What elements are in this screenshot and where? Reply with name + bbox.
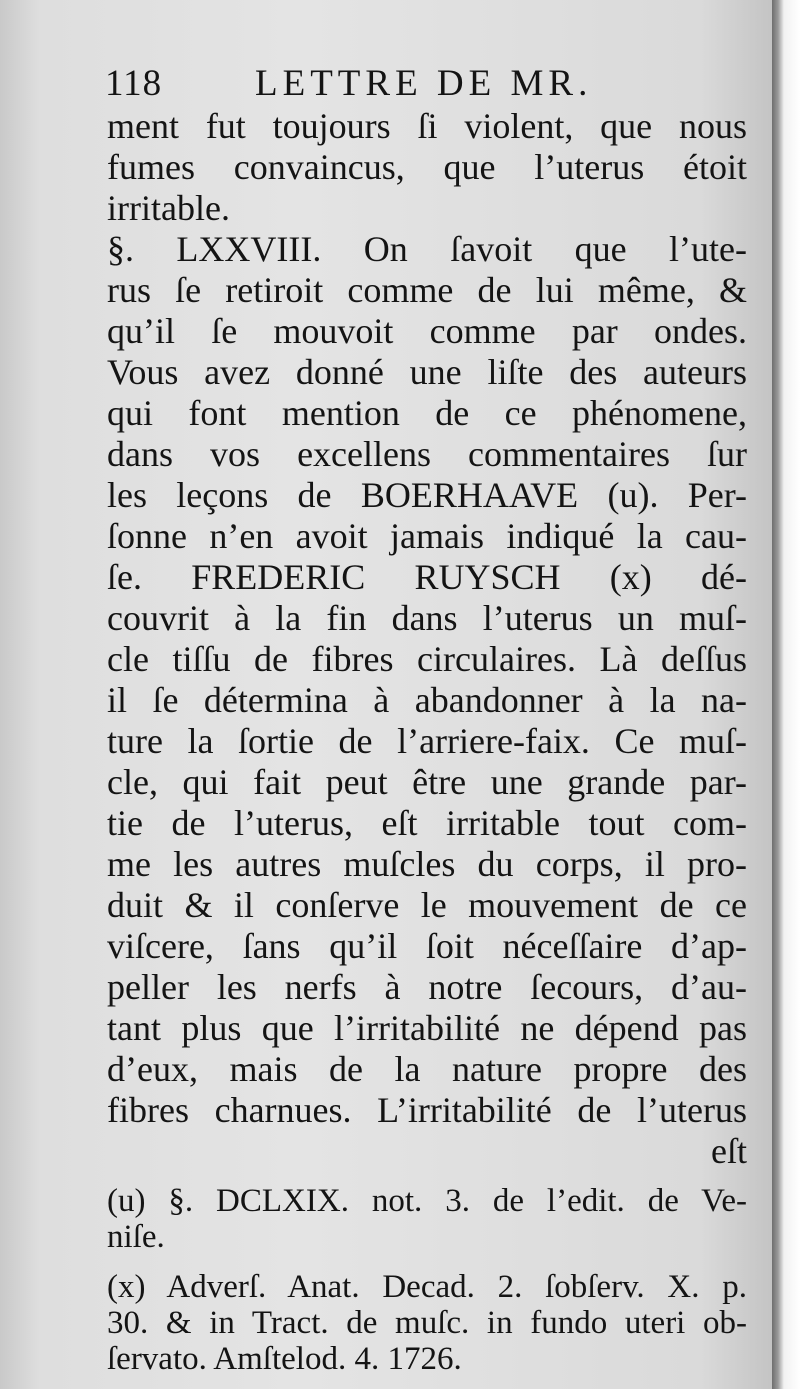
- text-line: peller les nerfs à notre ſecours, d’au-: [107, 967, 747, 1007]
- text-line: ſonne n’en avoit jamais indiqué la cau-: [107, 516, 747, 556]
- text-line: tie de l’uterus, eſt irritable tout com-: [107, 803, 747, 843]
- text-line: §. LXXVIII. On ſavoit que l’ute-: [107, 229, 747, 269]
- footnote-line: ſervato. Amſtelod. 4. 1726.: [107, 1341, 462, 1377]
- footnote-line: (x) Adverſ. Anat. Decad. 2. ſobſerv. X. p.: [107, 1269, 747, 1305]
- page-header: [105, 62, 745, 106]
- page-number: 118: [105, 63, 163, 104]
- text-line: me les autres muſcles du corps, il pro-: [107, 844, 747, 884]
- text-line: qu’il ſe mouvoit comme par ondes.: [107, 311, 747, 351]
- text-line: cle tiſſu de fibres circulaires. Là deſſus: [107, 639, 747, 679]
- page-edge: [772, 0, 800, 1389]
- footnotes: [107, 1183, 747, 1377]
- text-line: viſcere, ſans qu’il ſoit néceſſaire d’ap-: [107, 926, 747, 966]
- text-line: couvrit à la fin dans l’uterus un muſ-: [107, 598, 747, 638]
- text-line: irritable.: [107, 188, 230, 228]
- text-line: fibres charnues. L’irritabilité de l’uterus: [107, 1090, 747, 1130]
- text-line: ture la ſortie de l’arriere-faix. Ce muſ-: [107, 721, 747, 761]
- catchword: eſt: [711, 1131, 747, 1171]
- footnote-line: niſe.: [107, 1219, 165, 1255]
- footnote-line: (u) §. DCLXIX. not. 3. de l’edit. de Ve-: [107, 1183, 747, 1219]
- text-line: cle, qui fait peut être une grande par-: [107, 762, 747, 802]
- text-line: les leçons de BOERHAAVE (u). Per-: [107, 475, 747, 515]
- text-line: dans vos excellens commentaires ſur: [107, 434, 747, 474]
- text-line: il ſe détermina à abandonner à la na-: [107, 680, 747, 720]
- footnote-line: 30. & in Tract. de muſc. in fundo uteri ob-: [107, 1305, 747, 1341]
- text-line: d’eux, mais de la nature propre des: [107, 1049, 747, 1089]
- text-line: ment fut toujours ſi violent, que nous: [107, 106, 747, 146]
- running-head: LETTRE DE MR.: [255, 63, 593, 104]
- text-line: duit & il conſerve le mouvement de ce: [107, 885, 747, 925]
- text-line: ſe. FREDERIC RUYSCH (x) dé-: [107, 557, 747, 597]
- text-line: qui font mention de ce phénomene,: [107, 393, 747, 433]
- body-text: [107, 106, 747, 1172]
- text-line: tant plus que l’irritabilité ne dépend pas: [107, 1008, 747, 1048]
- text-line: rus ſe retiroit comme de lui même, &: [107, 270, 747, 310]
- text-line: Vous avez donné une liſte des auteurs: [107, 352, 747, 392]
- text-line: fumes convaincus, que l’uterus étoit: [107, 147, 747, 187]
